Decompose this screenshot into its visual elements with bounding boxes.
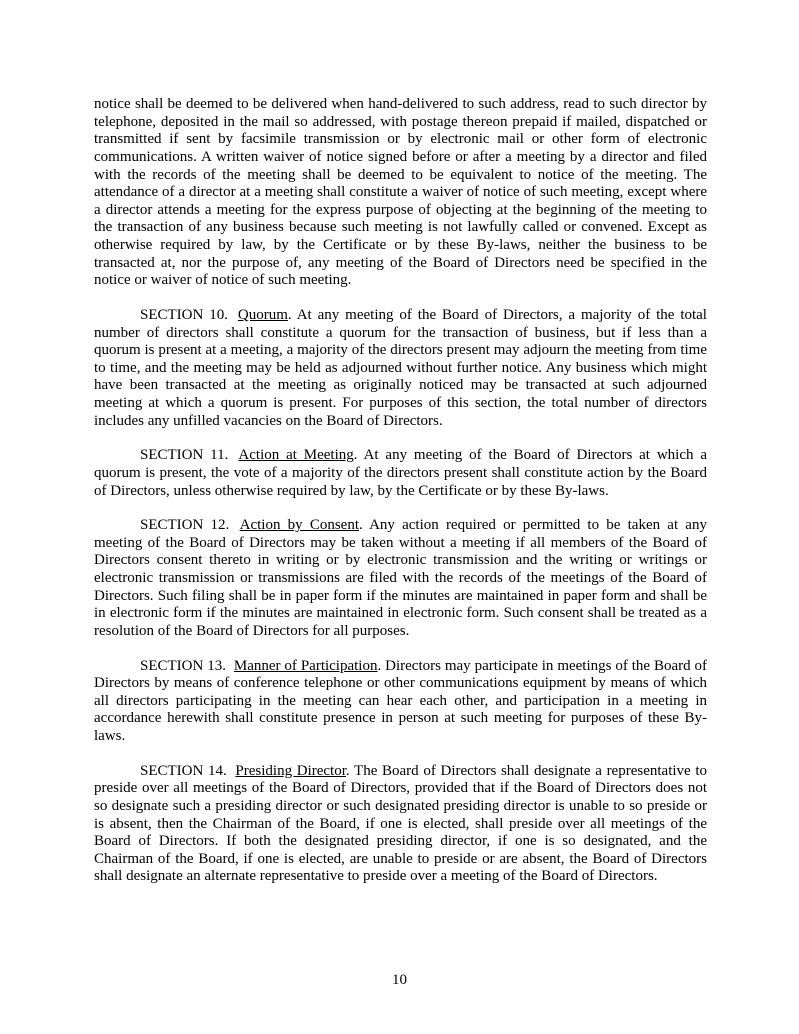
section-paragraph-manner-of-participation [94,658,707,746]
section-body: At any meeting of the Board of Directors at which a quorum is present, the vote of a majority of the directors present shall constitute action by the Board of Directors, unless otherwise required by law, by the Certificate or by these By-laws. [94,447,707,499]
continuation-text: notice shall be deemed to be delivered when hand-delivered to such address, read to such director by telephone, deposited in the mail so addressed, with postage thereon prepaid if mailed, dispatched or transmitted if sent by facsimile transmission or by electronic mail or other form of electronic communications. A written waiver of notice signed before or after a meeting by a director and filed with the records of the meeting shall be deemed to be equivalent to notice of the meeting. The attendance of a director at a meeting shall constitute a waiver of notice of such meeting, except where a director attends a meeting for the express purpose of objecting at the beginning of the meeting to the transaction of any business because such meeting is not lawfully called or convened. Except as otherwise required by law, by the Certificate or by these By-laws, neither the business to be transacted at, nor the purpose of, any meeting of the Board of Directors need be specified in the notice or waiver of notice of such meeting. [94,96,707,289]
section-heading: Quorum [237,306,288,323]
section-body: Directors may participate in meetings of the Board of Directors by means of conference telephone or other communications equipment by means of which all directors participating in the meeting can hear each other, and participation in a meeting in accordance herewith shall constitute presence in person at such meeting for purposes of these By-laws. [94,657,708,744]
heading-separator: . [377,657,386,674]
heading-separator: . [287,306,297,323]
section-heading: Action at Meeting [238,447,354,464]
section-label: SECTION 12. [140,517,230,534]
heading-separator: . [358,517,370,534]
heading-separator: . [353,447,364,464]
heading-separator: . [345,762,355,779]
section-paragraph-quorum [94,307,707,430]
page-number: 10 [392,972,407,989]
section-paragraph-presiding-director [94,763,707,886]
section-paragraph-action-by-consent [94,517,707,640]
section-label: SECTION 14. [140,762,227,779]
section-body: The Board of Directors shall designate a representative to preside over all meetings of the Board of Directors, provided that if the Board of Directors does not so designate such a presiding director or such designated presiding director is unable to so preside or is absent, then the Chairman of the Board, if one is elected, shall preside over all meetings of the Board of Directors. If both the designated presiding director, if one is so designated, and the Chairman of the Board, if one is elected, are unable to preside or are absent, the Board of Directors shall designate an alternate representative to preside over a meeting of the Board of Directors. [94,762,708,885]
section-body: At any meeting of the Board of Directors, a majority of the total number of directors shall constitute a quorum for the transaction of business, but if less than a quorum is present at a meeting, a majority of the directors present may adjourn the meeting from time to time, and the meeting may be held as adjourned without further notice. Any business which might have been transacted at the meeting as originally noticed may be transacted at such adjourned meeting at which a quorum is present. For purposes of this section, the total number of directors includes any unfilled vacancies on the Board of Directors. [94,306,707,429]
continuation-paragraph [94,96,707,290]
section-heading: Manner of Participation [233,657,378,674]
section-label: SECTION 10. [140,306,228,323]
section-heading: Action by Consent [239,517,359,534]
section-paragraph-action-at-meeting [94,447,707,500]
section-label: SECTION 11. [140,447,229,464]
section-label: SECTION 13. [140,657,226,674]
section-heading: Presiding Director [235,762,346,779]
section-body: Any action required or permitted to be taken at any meeting of the Board of Directors may be taken without a meeting if all members of the Board of Directors consent thereto in writing or by electronic transmission and the writing or writings or electronic transmission or transmissions are filed with the records of the meetings of the Board of Directors. Such filing shall be in paper form if the minutes are maintained in paper form and shall be in electronic form if the minutes are maintained in electronic form. Such consent shall be treated as a resolution of the Board of Directors for all purposes. [94,517,707,639]
